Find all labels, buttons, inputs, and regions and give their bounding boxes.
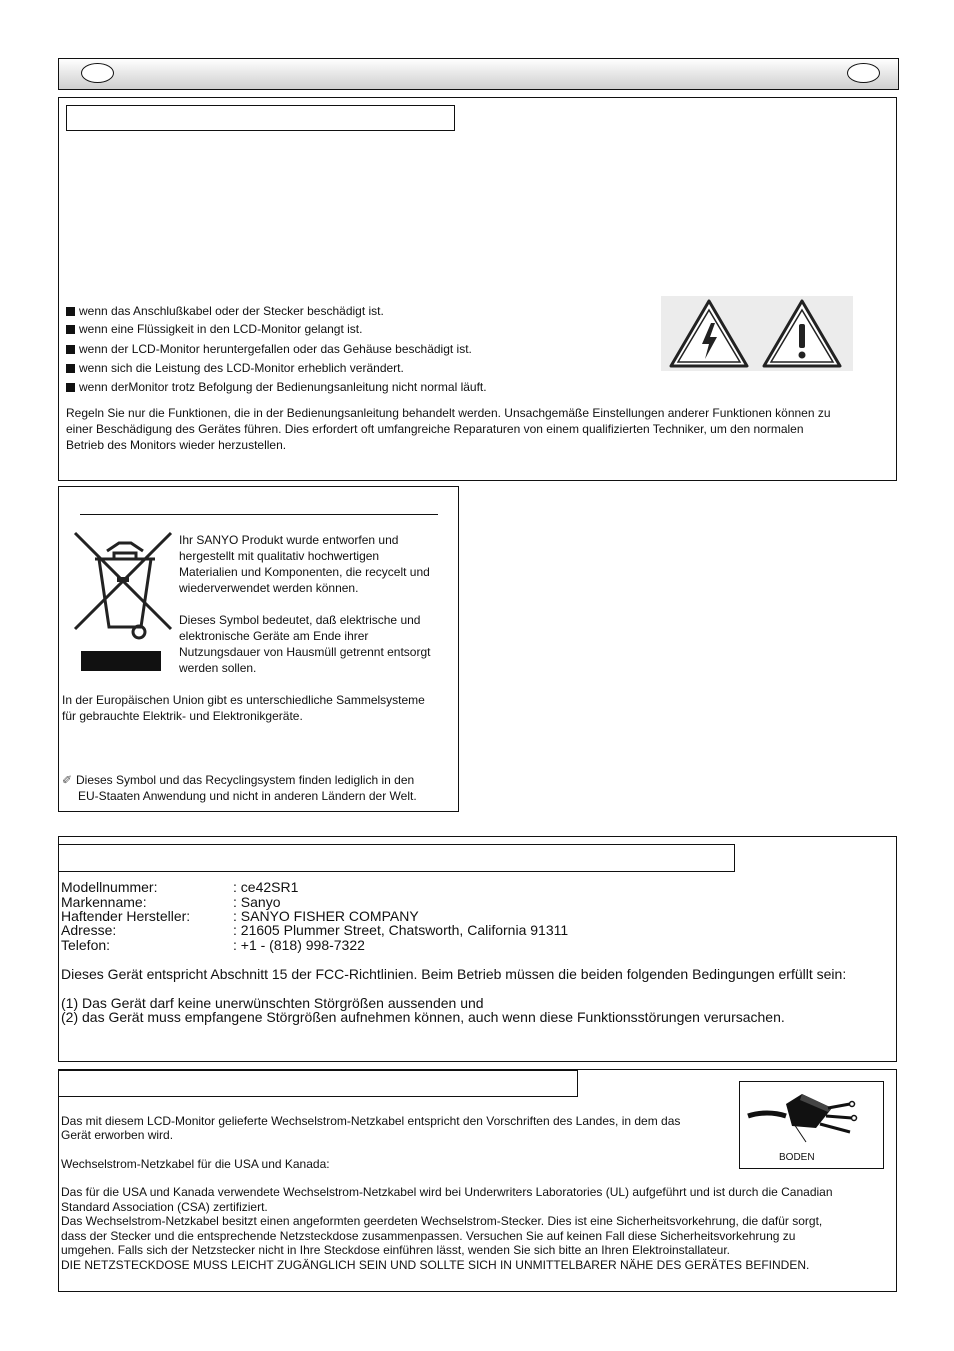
recycling-symbol-meaning: Dieses Symbol bedeutet, daß elektrische und elektronische Geräte am Ende ihrer Nutzungsdauer von Hausmüll getrennt entsorgt werden sollen.	[179, 613, 431, 675]
list-item: wenn eine Flüssigkeit in den LCD-Monitor gelangt ist.	[66, 321, 362, 337]
bullet-square-icon	[66, 383, 75, 392]
weee-crossed-bin-icon	[71, 529, 175, 675]
fcc-condition-1: (1) Das Gerät darf keine unerwünschten Störgrößen aussenden und	[61, 995, 484, 1011]
recycling-intro: Ihr SANYO Produkt wurde entworfen und hergestellt mit qualitativ hochwertigen Materialien und Komponenten, die recycelt und wiederverwendet werden können.	[179, 533, 430, 595]
grounded-plug-figure	[739, 1081, 884, 1169]
list-item: wenn sich die Leistung des LCD-Monitor erheblich verändert.	[66, 360, 404, 376]
service-section	[58, 97, 897, 481]
language-badge-left	[81, 63, 114, 83]
power-cord-section	[58, 1069, 897, 1292]
warning-symbols	[661, 296, 853, 371]
bullet-square-icon	[66, 325, 75, 334]
bullet-square-icon	[66, 345, 75, 354]
list-item: wenn derMonitor trotz Befolgung der Bedienungsanleitung nicht normal läuft.	[66, 379, 487, 395]
power-cord-usa-heading: Wechselstrom-Netzkabel für die USA und Kanada:	[61, 1157, 330, 1171]
bullet-square-icon	[66, 364, 75, 373]
pencil-icon: ✐	[62, 773, 73, 787]
exclamation-warning-icon	[764, 301, 840, 366]
service-heading-box	[66, 105, 455, 131]
service-note: Regeln Sie nur die Funktionen, die in der Bedienungsanleitung behandelt werden. Unsachgemäße Einstellungen anderer Funktionen können zu einer Beschädigung des Gerätes führen. Dies erfordert oft umfangreiche Reparaturen von einem qualifizierten Techniker, um den normalen Betrieb des Monitors wieder herzustellen.	[66, 406, 831, 452]
electric-shock-warning-icon	[671, 301, 747, 366]
fcc-statement: Dieses Gerät entspricht Abschnitt 15 der FCC-Richtlinien. Beim Betrieb müssen die beiden folgenden Bedingungen erfüllt sein:	[61, 966, 847, 982]
header-bar	[58, 58, 899, 90]
recycling-eu-text: In der Europäischen Union gibt es unterschiedliche Sammelsysteme für gebrauchte Elektrik- und Elektronikgeräte.	[62, 693, 425, 723]
recycling-section	[58, 486, 459, 812]
power-cord-body: Das für die USA und Kanada verwendete Wechselstrom-Netzkabel wird bei Underwriters Laboratories (UL) aufgeführt und ist durch die Canadian Standard Association (CSA) zertifiziert. Das Wechselstrom-Netzkabel besitzt einen angeformten geerdeten Wechselstrom-Stecker. Dies ist eine Sicherheitsvorkehrung, die dafür sorgt, dass der Stecker und die entsprechende Netzsteckdose zusammenpassen. Versuchen Sie auf keinen Fall diese Sicherheitsvorkehrung zu umgehen. Falls sich der Netzstecker nicht in Ihre Steckdose einführen lässt, wenden Sie sich bitte an Ihren Elektroinstallateur. DIE NETZSTECKDOSE MUSS LEICHT ZUGÄNGLICH SEIN UND SOLLTE SICH IN UNMITTELBARER NÄHE DES GERÄTES BEFINDEN.	[61, 1185, 833, 1272]
grounded-plug-icon	[740, 1082, 882, 1150]
recycling-title-rule	[80, 514, 438, 515]
fcc-section	[58, 836, 897, 1062]
fcc-condition-2: (2) das Gerät muss empfangene Störgrößen aufnehmen können, auch wenn diese Funktionsstörungen verursachen.	[61, 1009, 785, 1025]
weee-black-bar	[81, 651, 161, 671]
list-item: wenn der LCD-Monitor heruntergefallen oder das Gehäuse beschädigt ist.	[66, 341, 472, 357]
power-cord-heading-box	[58, 1070, 578, 1097]
bullet-square-icon	[66, 307, 75, 316]
fcc-heading-box	[58, 844, 735, 872]
plug-ground-label: BODEN	[779, 1152, 815, 1163]
list-item: wenn das Anschlußkabel oder der Stecker beschädigt ist.	[66, 303, 384, 319]
power-cord-intro: Das mit diesem LCD-Monitor gelieferte Wechselstrom-Netzkabel entspricht den Vorschriften des Landes, in dem das Gerät erworben wird.	[61, 1114, 681, 1142]
recycling-note: ✐ Dieses Symbol und das Recyclingsystem finden lediglich in den EU-Staaten Anwendung und nicht in anderen Ländern der Welt.	[62, 773, 417, 803]
language-badge-right	[847, 63, 880, 83]
